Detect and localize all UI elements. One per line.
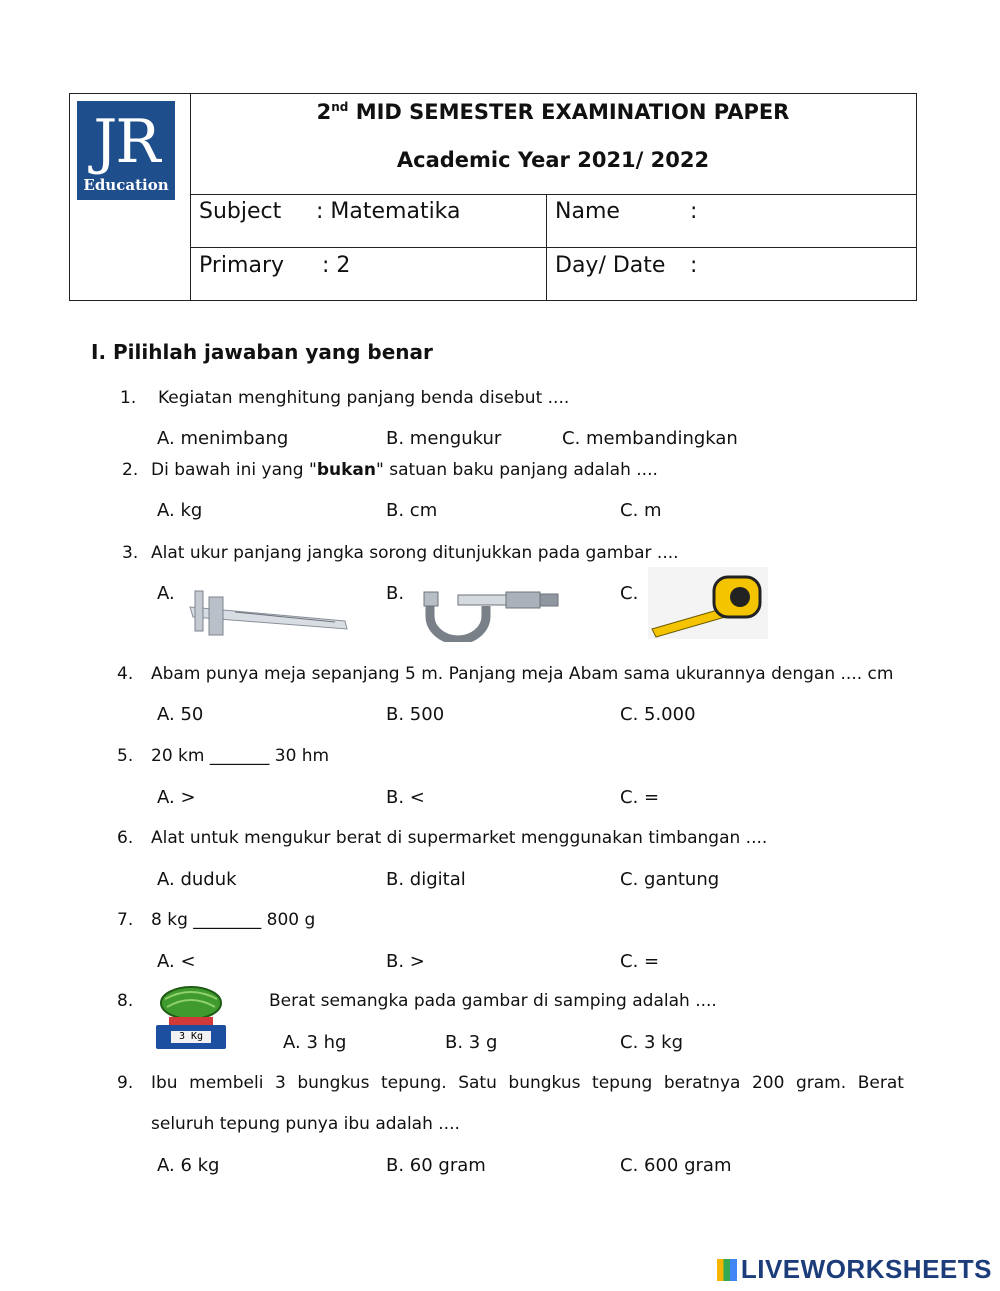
q9-option-b[interactable]: B. 60 gram — [386, 1155, 486, 1176]
q3-text: Alat ukur panjang jangka sorong ditunjukkan pada gambar .... — [151, 543, 679, 563]
q9-option-c[interactable]: C. 600 gram — [620, 1155, 732, 1176]
q6-option-c[interactable]: C. gantung — [620, 869, 720, 890]
q8-option-a[interactable]: A. 3 hg — [283, 1032, 347, 1053]
q4-option-a[interactable]: A. 50 — [157, 704, 204, 725]
subject-cell: Subject : Matematika — [190, 194, 547, 247]
logo-cell — [70, 94, 191, 300]
q9-text-line2: seluruh tepung punya ibu adalah .... — [151, 1114, 460, 1134]
q8-option-c[interactable]: C. 3 kg — [620, 1032, 684, 1053]
academic-year: Academic Year 2021/ 2022 — [396, 148, 710, 172]
title-cell — [190, 94, 916, 195]
q8-option-b[interactable]: B. 3 g — [445, 1032, 498, 1053]
q9-option-a[interactable]: A. 6 kg — [157, 1155, 220, 1176]
liveworksheets-logo-icon — [717, 1259, 737, 1281]
q9-word: gram. — [795, 1073, 847, 1093]
measuring-tape-image[interactable] — [648, 567, 768, 639]
q6-number: 6. — [117, 828, 134, 848]
q2-option-c[interactable]: C. m — [620, 500, 662, 521]
exam-title: 2nd MID SEMESTER EXAMINATION PAPER — [316, 100, 790, 124]
q2-option-b[interactable]: B. cm — [386, 500, 438, 521]
q5-number: 5. — [117, 746, 134, 766]
q3-option-b[interactable]: B. — [386, 583, 405, 604]
liveworksheets-watermark: LIVEWORKSHEETS — [717, 1254, 992, 1285]
q7-text: 8 kg ________ 800 g — [151, 910, 316, 930]
q3-option-c[interactable]: C. — [620, 583, 639, 604]
q7-number: 7. — [117, 910, 134, 930]
name-cell[interactable]: Name : — [555, 199, 698, 224]
q4-option-b[interactable]: B. 500 — [386, 704, 445, 725]
q1-option-a[interactable]: A. menimbang — [157, 428, 289, 449]
q6-text: Alat untuk mengukur berat di supermarket menggunakan timbangan .... — [151, 828, 768, 848]
q3-option-a[interactable]: A. — [157, 583, 175, 604]
q7-option-b[interactable]: B. > — [386, 951, 425, 972]
caliper-image[interactable] — [185, 585, 350, 637]
q1-text: Kegiatan menghitung panjang benda disebut .... — [158, 388, 570, 408]
q9-word: Satu — [458, 1073, 497, 1093]
q1-option-c[interactable]: C. membandingkan — [562, 428, 738, 449]
scale-label: 3 Kg — [178, 1031, 204, 1042]
date-cell[interactable]: Day/ Date : — [555, 253, 698, 278]
q5-option-b[interactable]: B. < — [386, 787, 425, 808]
q9-word: 3 — [274, 1073, 286, 1093]
q6-option-b[interactable]: B. digital — [386, 869, 466, 890]
q8-text: Berat semangka pada gambar di samping adalah .... — [269, 991, 717, 1011]
q9-word: Ibu — [151, 1073, 178, 1093]
q7-option-c[interactable]: C. = — [620, 951, 660, 972]
q5-option-a[interactable]: A. > — [157, 787, 196, 808]
primary-cell: Primary : 2 — [190, 248, 547, 301]
jr-education-logo: JR Education — [77, 101, 175, 200]
watermelon-scale-image — [153, 985, 229, 1053]
q4-option-c[interactable]: C. 5.000 — [620, 704, 696, 725]
q9-word: Berat — [857, 1073, 904, 1093]
q2-text: Di bawah ini yang "bukan" satuan baku panjang adalah .... — [151, 460, 658, 480]
q9-word: bungkus — [508, 1073, 581, 1093]
q9-word: membeli — [189, 1073, 264, 1093]
q5-option-c[interactable]: C. = — [620, 787, 660, 808]
q9-word: beratnya — [663, 1073, 741, 1093]
q1-number: 1. — [120, 388, 137, 408]
q2-number: 2. — [122, 460, 139, 480]
q6-option-a[interactable]: A. duduk — [157, 869, 237, 890]
q4-number: 4. — [117, 664, 134, 684]
q1-option-b[interactable]: B. mengukur — [386, 428, 502, 449]
q4-text: Abam punya meja sepanjang 5 m. Panjang meja Abam sama ukurannya dengan .... cm — [151, 664, 894, 684]
q9-word: bungkus — [297, 1073, 370, 1093]
header-table — [69, 93, 917, 301]
q9-number: 9. — [117, 1073, 134, 1093]
q9-text-line1 — [151, 1073, 904, 1093]
section-title: I. Pilihlah jawaban yang benar — [91, 340, 433, 364]
q9-word: tepung — [592, 1073, 653, 1093]
q9-word: tepung. — [380, 1073, 447, 1093]
q2-option-a[interactable]: A. kg — [157, 500, 203, 521]
q8-number: 8. — [117, 991, 134, 1011]
micrometer-image[interactable] — [418, 586, 563, 642]
q7-option-a[interactable]: A. < — [157, 951, 196, 972]
q3-number: 3. — [122, 543, 139, 563]
q9-word: 200 — [751, 1073, 785, 1093]
q5-text: 20 km _______ 30 hm — [151, 746, 330, 766]
